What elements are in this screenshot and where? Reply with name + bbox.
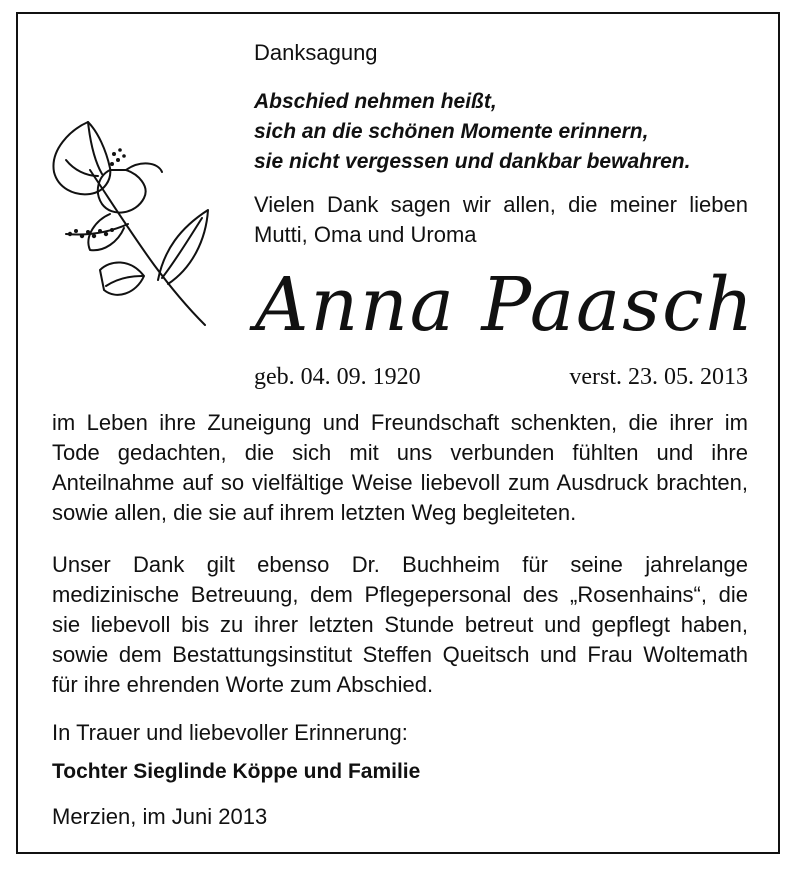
quote-line: Abschied nehmen heißt, [254, 90, 497, 113]
quote-line: sich an die schönen Momente erinnern, [254, 120, 649, 143]
body-paragraph: Unser Dank gilt ebenso Dr. Buchheim für seine jahrelange medizinische Betreuung, dem Pflegepersonal des „Rosenhains“, die sie liebevoll bis zu ihrer letzten Stunde betreut und gepflegt haben, sowie dem Bestattungsinstitut Steffen Queitsch und Frau Woltemath für ihre ehrenden Worte zum Abschied. [52, 552, 748, 697]
notice-heading: Danksagung [254, 40, 378, 65]
deceased-name: Anna Paasch [255, 262, 756, 348]
calla-lily-icon [40, 110, 220, 335]
quote-block [254, 87, 690, 177]
body-paragraph: im Leben ihre Zuneigung und Freundschaft schenkten, die ihrer im Tode gedachten, die sich mit uns verbunden fühlten und ihre Anteilnahme auf so vielfältige Weise liebevoll zum Ausdruck brachten, sowie allen, die sie auf ihrem letzten Weg begleiteten. [52, 410, 748, 525]
family-signature: Tochter Sieglinde Köppe und Familie [52, 760, 421, 783]
mourning-line: In Trauer und liebevoller Erinnerung: [52, 720, 408, 745]
life-dates [254, 364, 748, 391]
quote-line: sie nicht vergessen und dankbar bewahren. [254, 150, 691, 173]
birth-date: geb. 04. 09. 1920 [254, 364, 421, 390]
death-date: verst. 23. 05. 2013 [569, 364, 748, 390]
thanks-intro: Vielen Dank sagen wir allen, die meiner lieben Mutti, Oma und Uroma [254, 192, 748, 247]
place-date: Merzien, im Juni 2013 [52, 804, 268, 829]
